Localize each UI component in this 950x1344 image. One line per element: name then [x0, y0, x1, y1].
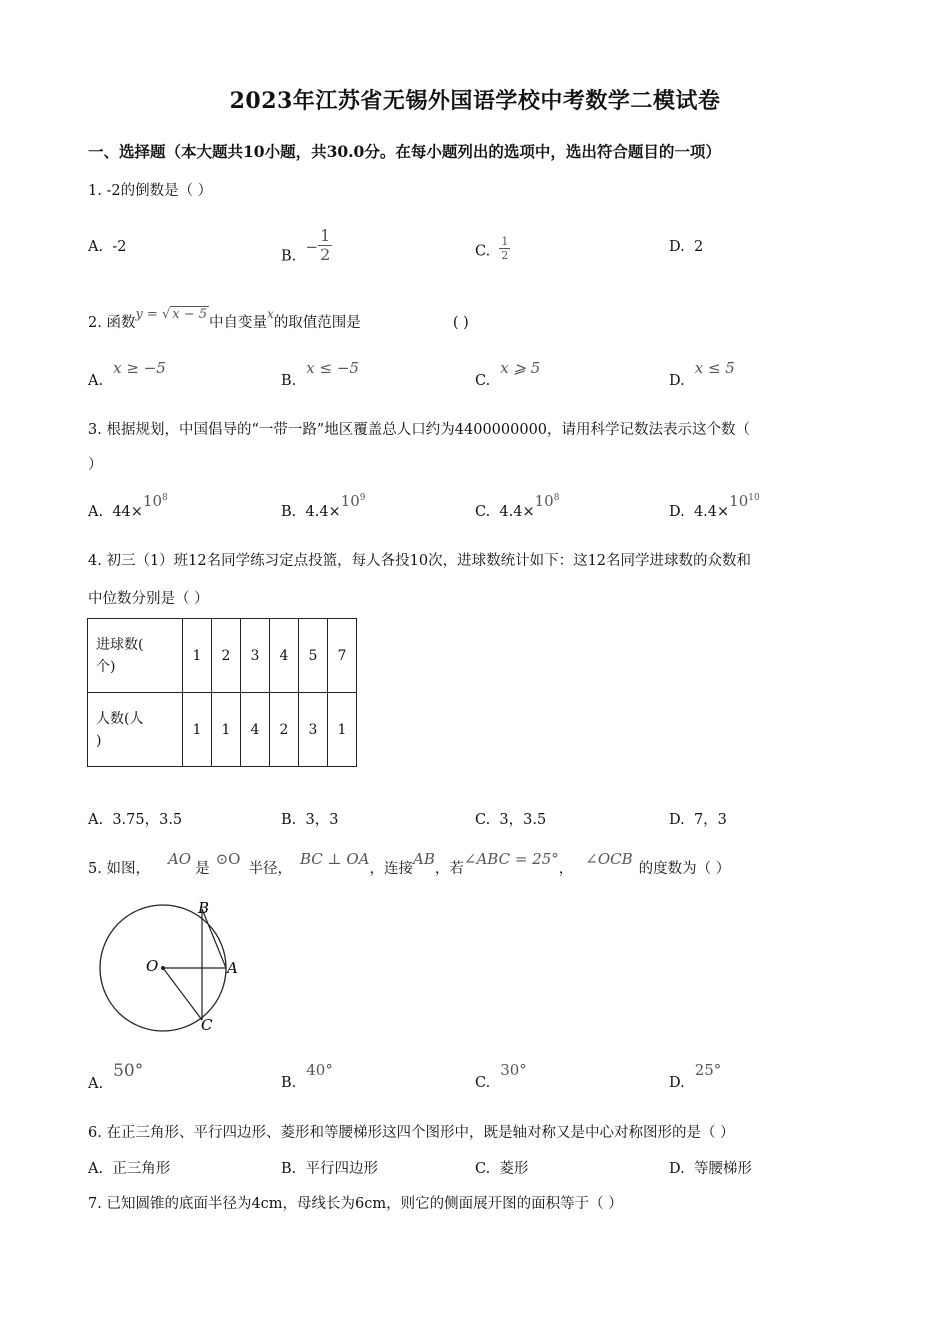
question-4-stem-line1: 4. 初三（1）班12名同学练习定点投篮，每人各投10次，进球数统计如下：这12名同学进球数的众数和	[88, 553, 752, 569]
option-coefficient: 4.4×	[305, 504, 341, 520]
stem-text: ，	[558, 861, 574, 877]
minus-sign: −	[305, 237, 319, 256]
stem-text: 的度数为（ ）	[638, 861, 731, 877]
q4-option-c	[475, 808, 546, 829]
question-3-stem-line2: ）	[88, 457, 103, 473]
option-text: 3，3.5	[499, 812, 547, 828]
table-cell: 4	[270, 619, 299, 693]
power-of-ten	[535, 492, 560, 510]
math-bc-perp-oa: BC ⊥ OA	[299, 850, 370, 868]
q2-option-a	[88, 359, 166, 389]
power-of-ten	[143, 492, 168, 510]
stem-text: 5. 如图，	[88, 861, 150, 877]
q1-option-a	[88, 239, 126, 255]
q4-option-a	[88, 808, 182, 829]
label-a: A	[227, 959, 238, 977]
option-math: x ≤ −5	[306, 359, 359, 377]
question-1-stem: 1. -2的倒数是（ ）	[88, 183, 213, 199]
row-header-people	[88, 693, 183, 767]
stem-text: ，若	[434, 861, 464, 877]
power-of-ten	[341, 492, 366, 510]
option-math: x ≤ 5	[694, 359, 735, 377]
option-label: D.	[669, 1161, 685, 1177]
q2-option-c	[475, 359, 541, 389]
option-math: 50°	[113, 1061, 144, 1081]
formula-lhs: y =	[135, 307, 162, 322]
circle-figure	[92, 896, 252, 1041]
question-4-stem-line2: 中位数分别是（ ）	[88, 591, 209, 607]
stem-text: 2. 函数	[88, 315, 136, 331]
option-label: C.	[475, 504, 491, 520]
math-angle-abc: ∠ABC = 25°	[463, 850, 559, 868]
option-label: B.	[281, 1161, 297, 1177]
option-text: 菱形	[499, 1161, 529, 1177]
question-6-stem: 6. 在正三角形、平行四边形、菱形和等腰梯形这四个图形中，既是轴对称又是中心对称图形的是（ ）	[88, 1125, 735, 1141]
fraction	[318, 228, 332, 263]
option-label: B.	[281, 504, 297, 520]
q3-option-b	[281, 492, 366, 520]
option-label: D.	[669, 504, 685, 520]
option-text: 3，3	[305, 812, 339, 828]
option-text: 正三角形	[112, 1161, 171, 1177]
stem-text: 的取值范围是	[273, 315, 361, 331]
option-label: B.	[281, 1075, 297, 1091]
row-header-goals	[88, 619, 183, 693]
option-math: 25°	[694, 1061, 722, 1079]
variable-x: x	[267, 307, 274, 321]
question-3-stem-line1: 3. 根据规划，中国倡导的“一带一路”地区覆盖总人口约为4400000000，请用科学记数法表示这个数（	[88, 422, 751, 438]
q5-option-c	[475, 1061, 527, 1091]
q6-option-a	[88, 1157, 170, 1178]
row-header-text: )	[96, 732, 102, 749]
stem-text: 中自变量	[209, 315, 268, 331]
option-label: C.	[475, 812, 491, 828]
power-exponent: 8	[162, 493, 168, 503]
option-label: A.	[88, 1076, 104, 1092]
question-7-stem: 7. 已知圆锥的底面半径为4cm，母线长为6cm，则它的侧面展开图的面积等于（ ）	[88, 1196, 623, 1212]
formula-radicand: x − 5	[172, 307, 208, 322]
math-circle-o: ⊙O	[215, 850, 241, 868]
power-base: 10	[340, 492, 360, 510]
fraction	[499, 236, 510, 261]
q5-option-b	[281, 1061, 333, 1091]
goals-statistics-table	[87, 618, 357, 767]
option-label: A.	[88, 504, 104, 520]
option-text: 2	[693, 239, 704, 255]
stem-text: 半径，	[248, 861, 292, 877]
option-label: C.	[475, 1075, 491, 1091]
q2-option-d	[669, 359, 735, 389]
center-point	[161, 966, 165, 970]
function-formula: y = √ x − 5	[135, 307, 208, 322]
option-text: -2	[112, 239, 127, 255]
exam-title: 2023年江苏省无锡外国语学校中考数学二模试卷	[229, 88, 721, 114]
segment-ab	[202, 909, 226, 968]
power-of-ten	[729, 492, 760, 510]
answer-paren: ( )	[452, 315, 469, 331]
stem-text: ，连接	[369, 861, 414, 877]
option-coefficient: 4.4×	[499, 504, 535, 520]
option-label: D.	[669, 373, 685, 389]
q6-option-b	[281, 1157, 378, 1178]
label-b: B	[198, 899, 210, 917]
q3-option-a	[88, 492, 168, 520]
table-cell: 1	[183, 619, 212, 693]
segment-oc	[163, 968, 202, 1020]
option-text: 等腰梯形	[693, 1161, 752, 1177]
option-label: C.	[475, 243, 491, 260]
power-base: 10	[534, 492, 554, 510]
option-math: 30°	[500, 1061, 527, 1079]
option-label: B.	[281, 812, 297, 828]
option-text: 3.75，3.5	[112, 812, 183, 828]
option-coefficient: 44×	[112, 504, 143, 520]
math-ab: AB	[413, 850, 435, 868]
power-exponent: 8	[553, 493, 560, 503]
option-text: 平行四边形	[305, 1161, 378, 1177]
option-label: A.	[88, 1161, 104, 1177]
table-cell: 7	[328, 619, 357, 693]
option-label: D.	[669, 239, 685, 255]
q4-option-d	[669, 808, 727, 829]
option-label: D.	[669, 812, 685, 828]
table-cell: 2	[212, 619, 241, 693]
q4-option-b	[281, 808, 338, 829]
math-angle-ocb: ∠OCB	[585, 850, 633, 868]
q5-option-d	[669, 1061, 722, 1091]
table-row	[88, 619, 357, 693]
option-math: x ≥ −5	[113, 359, 166, 377]
table-cell: 5	[299, 619, 328, 693]
q3-option-d	[669, 492, 760, 520]
question-5-stem	[88, 850, 731, 878]
option-label: B.	[281, 373, 297, 389]
power-exponent: 10	[748, 493, 760, 503]
numerator: 1	[320, 226, 331, 245]
option-coefficient: 4.4×	[693, 504, 730, 520]
option-label: C.	[475, 373, 491, 389]
q3-option-c	[475, 492, 560, 520]
stem-text: 是	[195, 861, 210, 877]
denominator: 2	[320, 245, 331, 264]
q2-option-b	[281, 359, 359, 389]
option-label: A.	[88, 373, 104, 389]
table-cell: 1	[212, 693, 241, 767]
label-o: O	[146, 957, 159, 975]
section-heading: 一、选择题（本大题共10小题，共30.0分。在每小题列出的选项中，选出符合题目的一项）	[88, 142, 721, 161]
table-cell: 1	[183, 693, 212, 767]
q6-option-d	[669, 1157, 752, 1178]
option-label: A.	[88, 812, 104, 828]
power-base: 10	[142, 492, 163, 510]
table-cell: 3	[241, 619, 270, 693]
option-text: 7，3	[693, 812, 727, 828]
q1-option-c	[475, 235, 510, 264]
option-label: C.	[475, 1161, 491, 1177]
table-row	[88, 693, 357, 767]
q5-option-a	[88, 1061, 144, 1093]
table-cell: 4	[241, 693, 270, 767]
option-math: 40°	[306, 1061, 333, 1079]
question-2-stem	[88, 307, 469, 332]
math-ao: AO	[167, 850, 192, 868]
row-header-text: 进球数(	[96, 636, 144, 653]
power-base: 10	[729, 492, 749, 510]
row-header-text: 个)	[96, 658, 116, 675]
power-exponent: 9	[359, 493, 366, 503]
numerator: 1	[501, 235, 509, 248]
q1-option-b	[281, 226, 332, 274]
label-c: C	[201, 1016, 213, 1034]
option-label: D.	[669, 1075, 685, 1091]
denominator: 2	[501, 249, 509, 262]
q6-option-c	[475, 1157, 528, 1178]
option-label: B.	[281, 248, 297, 265]
table-cell: 2	[270, 693, 299, 767]
table-cell: 1	[328, 693, 357, 767]
table-cell: 3	[299, 693, 328, 767]
q1-option-d	[669, 239, 703, 255]
row-header-text: 人数(人	[96, 710, 144, 727]
option-math: x ⩾ 5	[500, 359, 541, 377]
option-label: A.	[88, 239, 104, 255]
